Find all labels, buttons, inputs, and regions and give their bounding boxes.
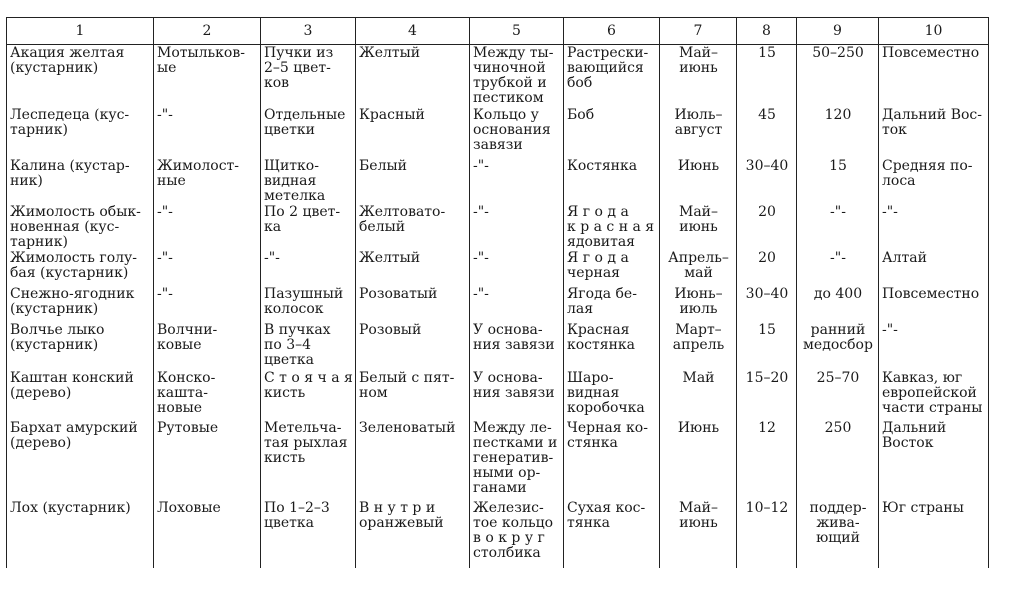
table-body <box>7 45 989 568</box>
column-header: 4 <box>356 18 470 45</box>
flowering-days-cell: 15 <box>737 45 797 107</box>
flower-color-cell: Белый <box>356 158 470 204</box>
flowering-days-cell: 15 <box>737 322 797 370</box>
flowering-days-cell: 20 <box>737 204 797 250</box>
table-row <box>7 370 989 420</box>
flowering-period-cell: Апрель– май <box>660 250 737 286</box>
plant-name-cell: Снежно-ягодник (кустарник) <box>7 286 154 322</box>
fruit-cell: Я г о д а к р а с н а я ядовитая <box>564 204 660 250</box>
fruit-cell: Черная ко- стянка <box>564 420 660 500</box>
honey-yield-cell: до 400 <box>797 286 879 322</box>
nectary-location-cell: Железис- тое кольцо в о к р у г столбика <box>470 500 564 568</box>
column-header: 7 <box>660 18 737 45</box>
family-cell: Рутовые <box>154 420 261 500</box>
fruit-cell: Растрески- вающийся боб <box>564 45 660 107</box>
family-cell: -"- <box>154 204 261 250</box>
table-row <box>7 250 989 286</box>
inflorescence-cell: Метельча- тая рыхлая кисть <box>261 420 356 500</box>
inflorescence-cell: По 1–2–3 цветка <box>261 500 356 568</box>
fruit-cell: Шаро- видная коробочка <box>564 370 660 420</box>
flowering-period-cell: Июнь <box>660 420 737 500</box>
inflorescence-cell: В пучках по 3–4 цветка <box>261 322 356 370</box>
family-cell: -"- <box>154 286 261 322</box>
flowering-days-cell: 45 <box>737 107 797 158</box>
table-row <box>7 286 989 322</box>
fruit-cell: Я г о д а черная <box>564 250 660 286</box>
flowering-period-cell: Май– июнь <box>660 204 737 250</box>
flower-color-cell: Желтый <box>356 250 470 286</box>
honey-yield-cell: 120 <box>797 107 879 158</box>
inflorescence-cell: С т о я ч а я кисть <box>261 370 356 420</box>
plant-name-cell: Леспедеца (кус- тарник) <box>7 107 154 158</box>
nectary-location-cell: -"- <box>470 204 564 250</box>
region-cell: Дальний Вос- ток <box>879 107 989 158</box>
flower-color-cell: Красный <box>356 107 470 158</box>
honey-yield-cell: ранний медосбор <box>797 322 879 370</box>
plant-name-cell: Акация желтая (кустарник) <box>7 45 154 107</box>
flowering-days-cell: 20 <box>737 250 797 286</box>
nectary-location-cell: -"- <box>470 286 564 322</box>
nectary-location-cell: Между ле- пестками и генератив- ными ор- ганами <box>470 420 564 500</box>
header-row <box>7 18 989 45</box>
family-cell: -"- <box>154 107 261 158</box>
plant-name-cell: Волчье лыко (кустарник) <box>7 322 154 370</box>
flowering-days-cell: 15–20 <box>737 370 797 420</box>
fruit-cell: Сухая кос- тянка <box>564 500 660 568</box>
honey-yield-cell: 250 <box>797 420 879 500</box>
inflorescence-cell: Отдельные цветки <box>261 107 356 158</box>
plant-name-cell: Калина (кустар- ник) <box>7 158 154 204</box>
region-cell: Алтай <box>879 250 989 286</box>
flowering-period-cell: Май– июнь <box>660 500 737 568</box>
nectary-location-cell: Между ты- чиночной трубкой и пестиком <box>470 45 564 107</box>
family-cell: -"- <box>154 250 261 286</box>
flowering-period-cell: Март– апрель <box>660 322 737 370</box>
table-row <box>7 158 989 204</box>
flower-color-cell: В н у т р и оранжевый <box>356 500 470 568</box>
flowering-days-cell: 12 <box>737 420 797 500</box>
plant-name-cell: Жимолость обык- новенная (кус- тарник) <box>7 204 154 250</box>
nectary-location-cell: У основа- ния завязи <box>470 322 564 370</box>
table-row <box>7 107 989 158</box>
honey-yield-cell: 15 <box>797 158 879 204</box>
fruit-cell: Боб <box>564 107 660 158</box>
inflorescence-cell: По 2 цвет- ка <box>261 204 356 250</box>
region-cell: Кавказ, юг европейской части страны <box>879 370 989 420</box>
inflorescence-cell: Пучки из 2–5 цвет- ков <box>261 45 356 107</box>
column-header: 3 <box>261 18 356 45</box>
nectary-location-cell: Кольцо у основания завязи <box>470 107 564 158</box>
flowering-period-cell: Июль– август <box>660 107 737 158</box>
region-cell: Средняя по- лоса <box>879 158 989 204</box>
region-cell: Дальний Восток <box>879 420 989 500</box>
nectary-location-cell: -"- <box>470 158 564 204</box>
column-header: 10 <box>879 18 989 45</box>
flowering-period-cell: Июнь– июль <box>660 286 737 322</box>
honey-yield-cell: 25–70 <box>797 370 879 420</box>
flower-color-cell: Желтовато- белый <box>356 204 470 250</box>
fruit-cell: Красная костянка <box>564 322 660 370</box>
plant-name-cell: Жимолость голу- бая (кустарник) <box>7 250 154 286</box>
flower-color-cell: Розоватый <box>356 286 470 322</box>
region-cell: -"- <box>879 204 989 250</box>
family-cell: Лоховые <box>154 500 261 568</box>
honey-yield-cell: 50–250 <box>797 45 879 107</box>
column-header: 9 <box>797 18 879 45</box>
plant-name-cell: Лох (кустарник) <box>7 500 154 568</box>
flowering-days-cell: 10–12 <box>737 500 797 568</box>
inflorescence-cell: -"- <box>261 250 356 286</box>
flowering-period-cell: Май– июнь <box>660 45 737 107</box>
honey-yield-cell: -"- <box>797 250 879 286</box>
column-header: 1 <box>7 18 154 45</box>
family-cell: Конско- кашта- новые <box>154 370 261 420</box>
table-row <box>7 204 989 250</box>
family-cell: Мотыльков- ые <box>154 45 261 107</box>
plant-name-cell: Бархат амурский (дерево) <box>7 420 154 500</box>
nectary-location-cell: У основа- ния завязи <box>470 370 564 420</box>
column-header: 8 <box>737 18 797 45</box>
column-header: 2 <box>154 18 261 45</box>
nectary-location-cell: -"- <box>470 250 564 286</box>
plant-name-cell: Каштан конский (дерево) <box>7 370 154 420</box>
region-cell: Повсеместно <box>879 286 989 322</box>
flowering-days-cell: 30–40 <box>737 286 797 322</box>
honey-yield-cell: -"- <box>797 204 879 250</box>
inflorescence-cell: Щитко- видная метелка <box>261 158 356 204</box>
table-row <box>7 45 989 107</box>
region-cell: Юг страны <box>879 500 989 568</box>
column-header: 6 <box>564 18 660 45</box>
family-cell: Волчни- ковые <box>154 322 261 370</box>
honey-plants-table <box>6 17 989 568</box>
flowering-days-cell: 30–40 <box>737 158 797 204</box>
inflorescence-cell: Пазушный колосок <box>261 286 356 322</box>
flower-color-cell: Зеленоватый <box>356 420 470 500</box>
honey-yield-cell: поддер- жива- ющий <box>797 500 879 568</box>
region-cell: Повсеместно <box>879 45 989 107</box>
flower-color-cell: Желтый <box>356 45 470 107</box>
family-cell: Жимолост- ные <box>154 158 261 204</box>
table-row <box>7 500 989 568</box>
fruit-cell: Ягода бе- лая <box>564 286 660 322</box>
table-row <box>7 420 989 500</box>
flowering-period-cell: Июнь <box>660 158 737 204</box>
region-cell: -"- <box>879 322 989 370</box>
fruit-cell: Костянка <box>564 158 660 204</box>
flowering-period-cell: Май <box>660 370 737 420</box>
column-header: 5 <box>470 18 564 45</box>
table-row <box>7 322 989 370</box>
flower-color-cell: Розовый <box>356 322 470 370</box>
flower-color-cell: Белый с пят- ном <box>356 370 470 420</box>
